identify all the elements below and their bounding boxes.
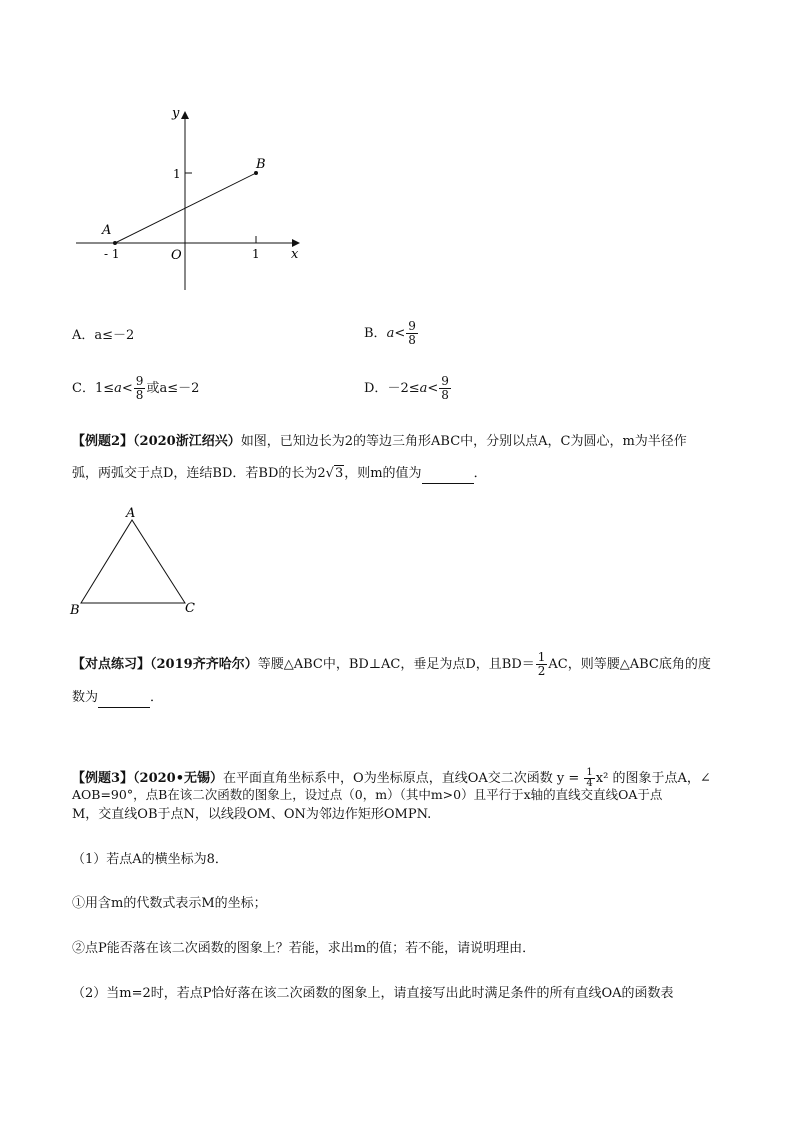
example3-q2 bbox=[72, 985, 674, 1003]
example3-q1 bbox=[72, 851, 228, 869]
point-b-label: B bbox=[256, 157, 266, 172]
x-tick-neg-label: - 1 bbox=[104, 247, 120, 261]
option-d-fraction bbox=[439, 375, 451, 402]
triangle-label-b: B bbox=[70, 603, 80, 616]
option-c-pre: 1≤ bbox=[94, 381, 115, 396]
y-axis-arrow bbox=[181, 111, 189, 119]
example3-text2: x² 的图象于点A，∠ bbox=[595, 771, 711, 786]
y-label: y bbox=[172, 106, 180, 121]
option-c bbox=[72, 375, 199, 402]
example3-q1-text: （1）若点A的横坐标为8． bbox=[72, 852, 228, 867]
option-d-prefix: D． bbox=[364, 381, 388, 396]
practice-line2 bbox=[72, 689, 163, 708]
x-tick-pos-label: 1 bbox=[252, 247, 260, 261]
example3-text3: AOB=90°，点B在该二次函数的图象上，设过点（0，m）（其中m>0）且平行于x轴的直线交直线OA于点 bbox=[72, 787, 663, 802]
coordinate-graph bbox=[60, 100, 320, 300]
example2-tag: 【例题2】 bbox=[72, 434, 134, 449]
option-d-num: 9 bbox=[441, 374, 449, 388]
example3-q1a-text: ①用含m的代数式表示M的坐标； bbox=[72, 896, 267, 911]
practice-text3: 数为 bbox=[72, 690, 99, 705]
option-d-pre: －2≤ bbox=[387, 381, 420, 396]
option-c-fraction bbox=[134, 375, 146, 402]
x-axis-arrow bbox=[292, 239, 300, 247]
x-label: x bbox=[291, 247, 299, 262]
practice-source: （2019齐齐哈尔） bbox=[150, 657, 258, 672]
option-b-den: 8 bbox=[408, 333, 416, 347]
practice-line1 bbox=[72, 651, 711, 678]
practice-frac-num: 1 bbox=[537, 650, 546, 664]
option-c-den: 8 bbox=[135, 388, 144, 402]
origin-label: O bbox=[171, 248, 182, 263]
option-d-var: a bbox=[419, 381, 428, 396]
option-b-var: a bbox=[386, 326, 395, 341]
example2-text2: 弧，两弧交于点D，连结BD．若BD的长为2 bbox=[72, 466, 326, 481]
practice-tag: 【对点练习】 bbox=[72, 657, 151, 672]
option-c-prefix: C． bbox=[72, 381, 95, 396]
example3-frac-num: 1 bbox=[586, 767, 593, 778]
example2-end: ． bbox=[473, 466, 487, 481]
example3-frac-den: 4 bbox=[586, 778, 593, 789]
option-a bbox=[72, 327, 134, 345]
option-c-tail: a≤－2 bbox=[159, 381, 200, 396]
example2-sqrt: 3 bbox=[334, 466, 344, 481]
example3-source: （2020•无锡） bbox=[133, 771, 224, 786]
point-a-label: A bbox=[102, 223, 112, 238]
triangle-figure bbox=[64, 504, 204, 616]
option-c-num: 9 bbox=[135, 374, 144, 388]
example3-q1b bbox=[72, 940, 535, 958]
example3-line3 bbox=[72, 806, 431, 824]
practice-answer-blank[interactable] bbox=[98, 689, 150, 708]
option-a-prefix: A． bbox=[72, 328, 95, 343]
example3-line2 bbox=[72, 786, 662, 804]
example2-line1 bbox=[72, 433, 687, 451]
triangle-label-c: C bbox=[185, 601, 195, 616]
example3-q1a bbox=[72, 895, 267, 913]
example3-q2-text: （2）当m=2时，若点P恰好落在该二次函数的图象上，请直接写出此时满足条件的所有直线OA的函数表 bbox=[72, 986, 674, 1001]
option-d bbox=[364, 375, 452, 402]
example3-tag: 【例题3】 bbox=[72, 771, 134, 786]
option-b-prefix: B． bbox=[364, 326, 387, 341]
practice-frac-den: 2 bbox=[537, 664, 546, 678]
triangle-abc bbox=[81, 520, 185, 603]
y-tick-label: 1 bbox=[173, 167, 181, 181]
example2-line2: 弧，两弧交于点D，连结BD．若BD的长为2√3，则m的值为 ． bbox=[72, 465, 487, 484]
example2-answer-blank[interactable] bbox=[422, 465, 474, 484]
option-a-text: a≤－2 bbox=[94, 328, 135, 343]
option-b-lt: < bbox=[394, 326, 406, 341]
triangle-label-a: A bbox=[126, 506, 136, 521]
option-b-fraction bbox=[406, 320, 418, 347]
option-c-var: a bbox=[114, 381, 122, 396]
example3-text4: M，交直线OB于点N，以线段OM、ON为邻边作矩形OMPN. bbox=[72, 807, 432, 822]
option-c-or: 或 bbox=[146, 381, 160, 396]
example2-text1: 如图，已知边长为2的等边三角形ABC中，分别以点A，C为圆心，m为半径作 bbox=[240, 434, 687, 449]
example3-text1: 在平面直角坐标系中，O为坐标原点，直线OA交二次函数 y = bbox=[223, 771, 584, 786]
practice-text1: 等腰△ABC中，BD⊥AC，垂足为点D，且BD＝ bbox=[257, 657, 535, 672]
option-c-lt: < bbox=[121, 381, 133, 396]
point-a bbox=[113, 241, 117, 245]
option-b-num: 9 bbox=[408, 319, 416, 333]
example3-q1b-text: ②点P能否落在该二次函数的图象上？若能，求出m的值；若不能，请说明理由． bbox=[72, 941, 536, 956]
option-d-den: 8 bbox=[441, 388, 449, 402]
option-d-lt: < bbox=[427, 381, 439, 396]
practice-text2: AC，则等腰△ABC底角的度 bbox=[548, 657, 711, 672]
practice-end: ． bbox=[150, 690, 164, 705]
option-b bbox=[364, 320, 419, 347]
example2-text3: ，则m的值为 bbox=[344, 466, 422, 481]
practice-fraction bbox=[536, 651, 548, 678]
example2-source: （2020浙江绍兴） bbox=[133, 434, 241, 449]
